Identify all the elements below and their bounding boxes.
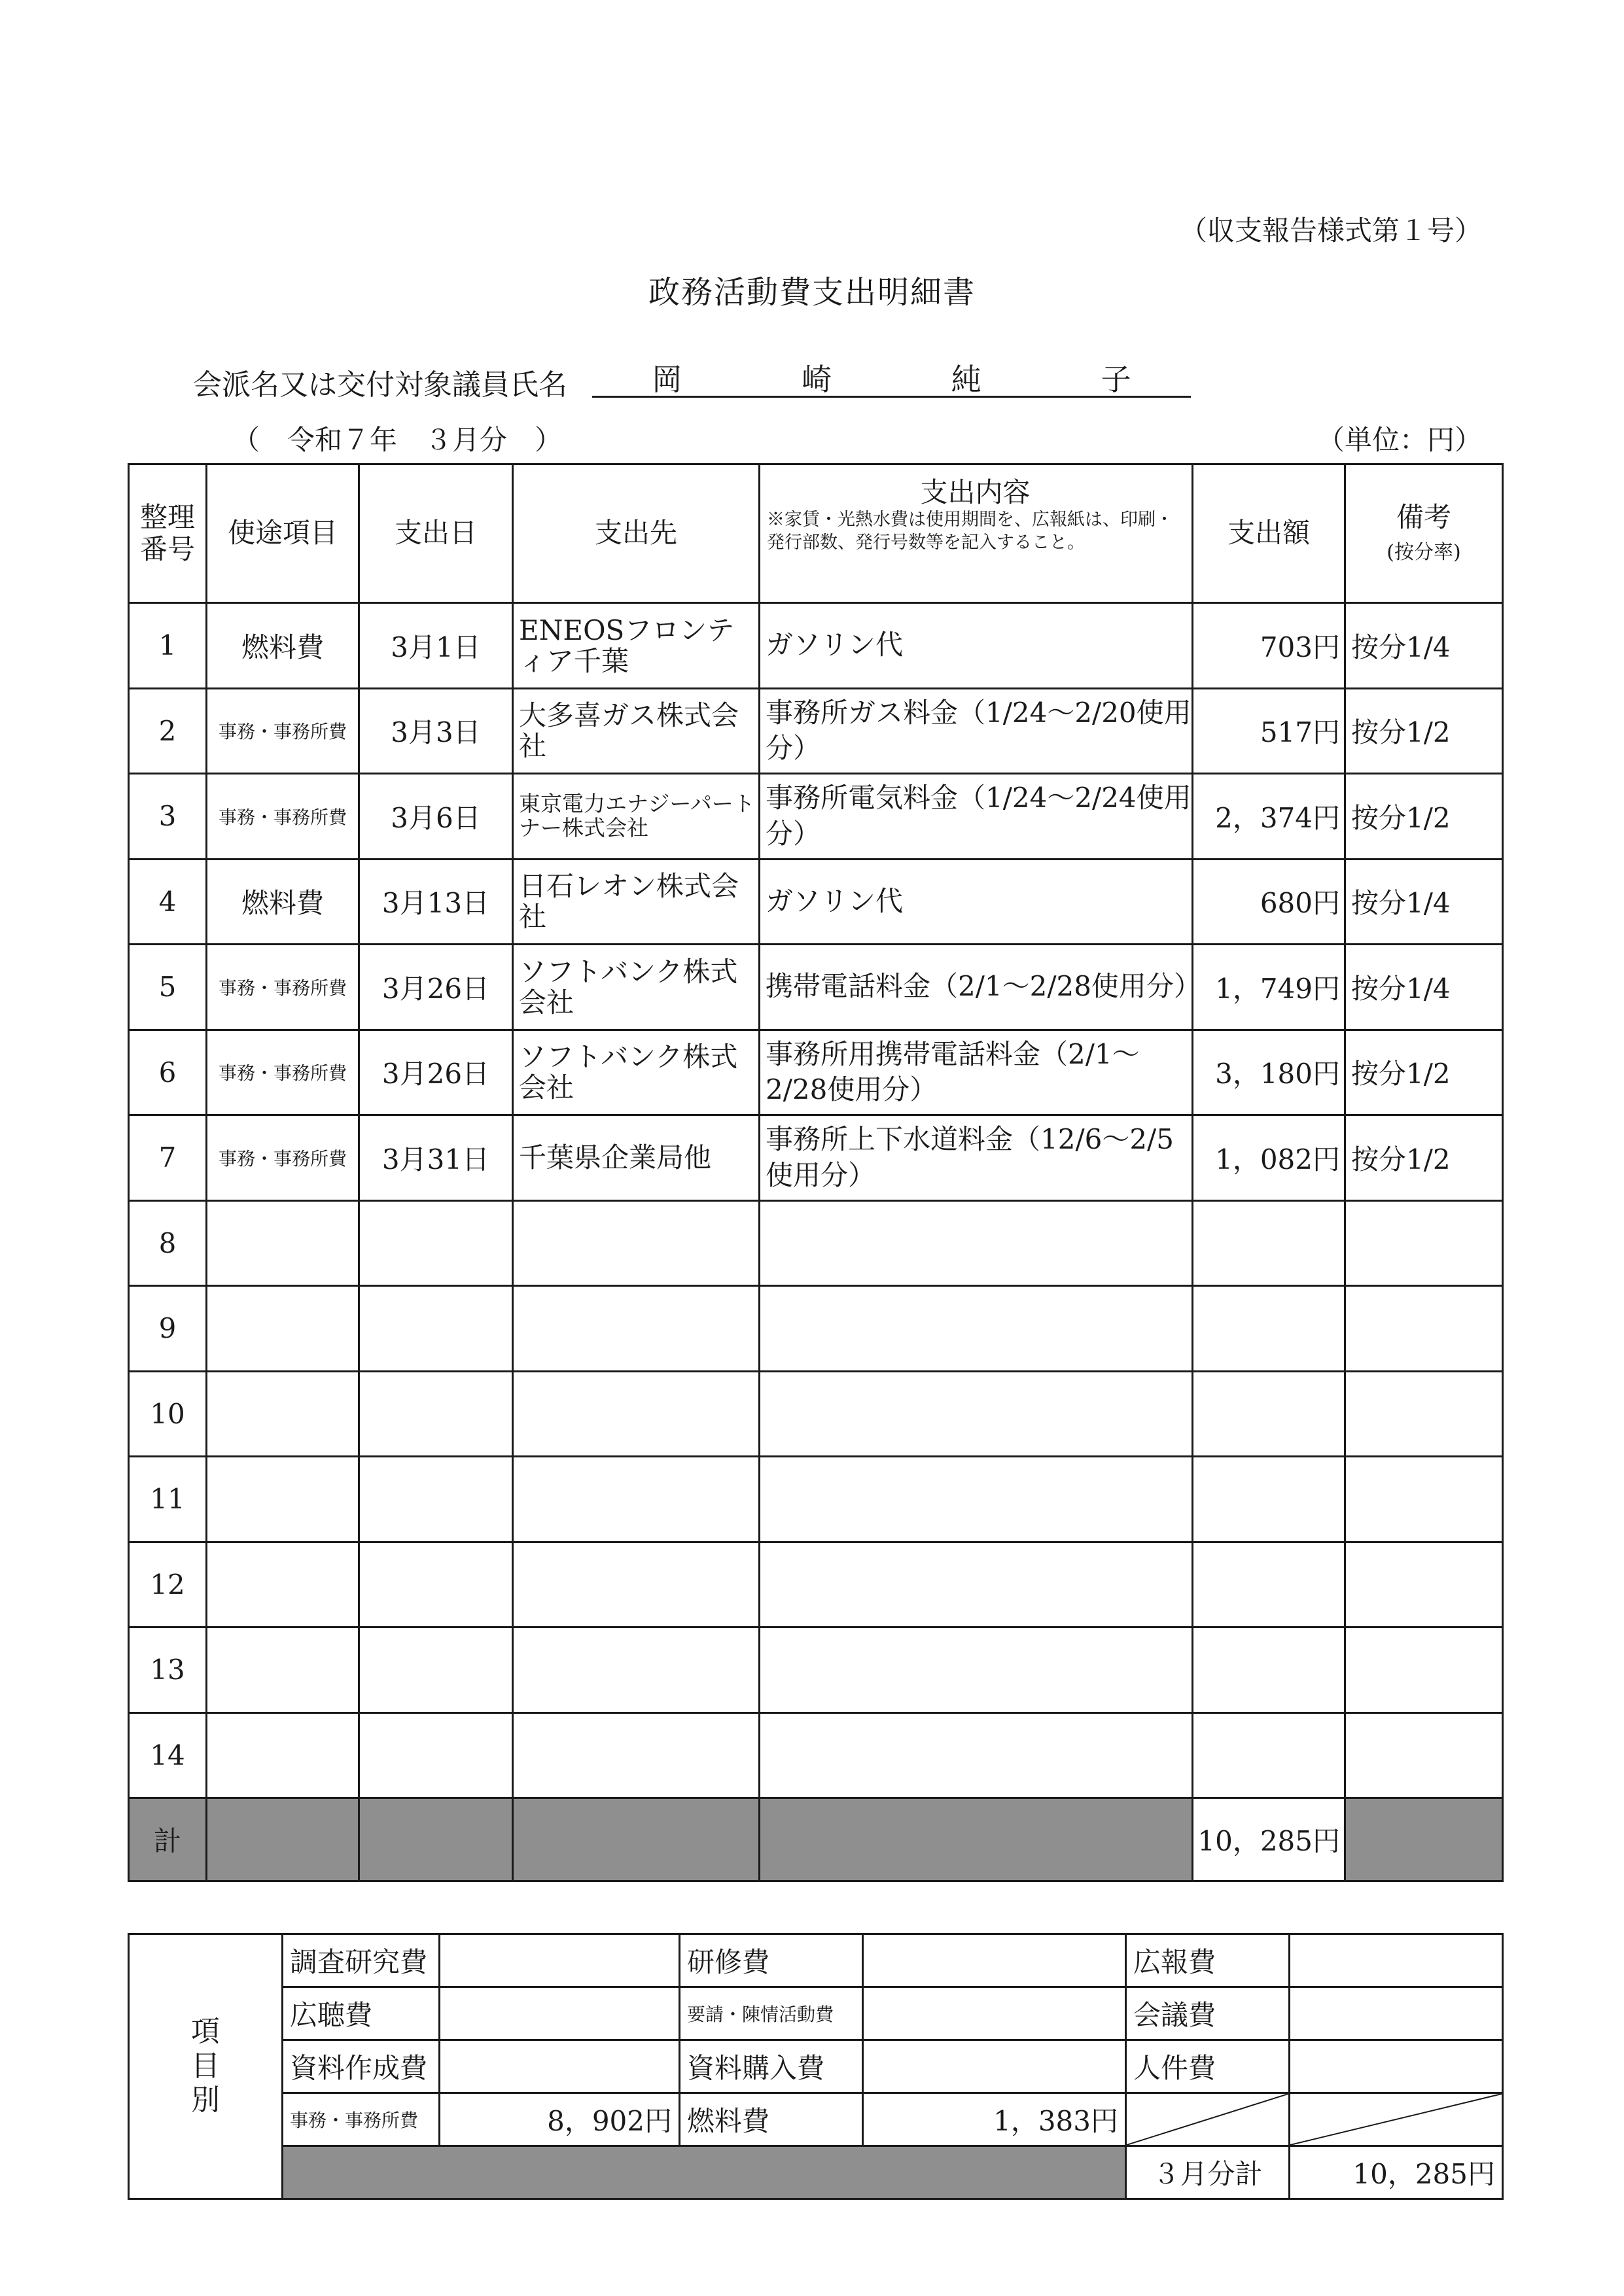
row-payee: ソフトバンク株式会社 xyxy=(513,1030,760,1115)
form-id: （収支報告様式第１号） xyxy=(1179,215,1482,247)
row-remark: 按分1/2 xyxy=(1345,774,1503,860)
row-number: 5 xyxy=(129,945,207,1030)
row-amount: 2，374円 xyxy=(1193,774,1345,860)
row-description xyxy=(760,1371,1193,1457)
summary-grey-filler xyxy=(283,2146,1126,2199)
diagonal-line xyxy=(1290,2094,1502,2145)
row-category xyxy=(207,1627,359,1713)
row-remark: 按分1/2 xyxy=(1345,1115,1503,1201)
row-amount xyxy=(1193,1713,1345,1798)
row-remark xyxy=(1345,1713,1503,1798)
row-date xyxy=(359,1286,513,1372)
summary-label-hearing: 広聴費 xyxy=(283,1987,440,2040)
summary-label-petition: 要請・陳情活動費 xyxy=(680,1987,863,2040)
row-number: 1 xyxy=(129,603,207,689)
row-description xyxy=(760,1457,1193,1542)
summary-label-fuel: 燃料費 xyxy=(680,2093,863,2146)
table-row xyxy=(129,1200,1503,1286)
total-filler xyxy=(760,1798,1193,1881)
total-filler xyxy=(207,1798,359,1881)
summary-row xyxy=(129,2093,1503,2146)
row-date: 3月3日 xyxy=(359,688,513,774)
row-date xyxy=(359,1457,513,1542)
table-row xyxy=(129,1030,1503,1115)
row-category xyxy=(207,1713,359,1798)
row-payee: 東京電力エナジーパートナー株式会社 xyxy=(513,774,760,860)
row-payee xyxy=(513,1713,760,1798)
row-payee xyxy=(513,1200,760,1286)
summary-month-total-value: 10，285円 xyxy=(1290,2146,1503,2199)
row-category: 事務・事務所費 xyxy=(207,1115,359,1201)
currency-unit: （単位：円） xyxy=(1316,424,1482,456)
name-char: 岡 xyxy=(652,361,682,397)
row-date: 3月13日 xyxy=(359,859,513,945)
total-filler xyxy=(359,1798,513,1881)
row-number: 2 xyxy=(129,688,207,774)
row-amount xyxy=(1193,1457,1345,1542)
name-label: 会派名又は交付対象議員氏名 xyxy=(193,368,567,402)
summary-label-materials-purchase: 資料購入費 xyxy=(680,2040,863,2093)
row-date xyxy=(359,1200,513,1286)
row-remark: 按分1/4 xyxy=(1345,945,1503,1030)
category-summary-table xyxy=(128,1933,1504,2200)
table-row xyxy=(129,1457,1503,1542)
summary-label-personnel: 人件費 xyxy=(1126,2040,1290,2093)
row-description: 携帯電話料金（2/1～2/28使用分） xyxy=(760,945,1193,1030)
summary-value-fuel: 1，383円 xyxy=(863,2093,1126,2146)
row-description: ガソリン代 xyxy=(760,859,1193,945)
summary-row xyxy=(129,2146,1503,2199)
name-char: 子 xyxy=(1101,361,1131,397)
row-remark xyxy=(1345,1542,1503,1627)
row-payee xyxy=(513,1627,760,1713)
row-amount xyxy=(1193,1286,1345,1372)
row-remark: 按分1/2 xyxy=(1345,1030,1503,1115)
expenditure-table xyxy=(128,463,1504,1882)
summary-value-pr xyxy=(1290,1934,1503,1987)
row-description: 事務所上下水道料金（12/6～2/5使用分） xyxy=(760,1115,1193,1201)
summary-blank-slash xyxy=(1290,2093,1503,2146)
row-amount xyxy=(1193,1371,1345,1457)
row-date xyxy=(359,1713,513,1798)
row-category xyxy=(207,1371,359,1457)
row-date: 3月31日 xyxy=(359,1115,513,1201)
row-category: 事務・事務所費 xyxy=(207,945,359,1030)
row-payee xyxy=(513,1542,760,1627)
row-category xyxy=(207,1542,359,1627)
table-row xyxy=(129,774,1503,860)
row-number: 6 xyxy=(129,1030,207,1115)
table-row xyxy=(129,859,1503,945)
summary-blank-slash xyxy=(1126,2093,1290,2146)
total-filler xyxy=(513,1798,760,1881)
row-description xyxy=(760,1713,1193,1798)
summary-label-materials-creation: 資料作成費 xyxy=(283,2040,440,2093)
summary-label-training: 研修費 xyxy=(680,1934,863,1987)
row-number: 8 xyxy=(129,1200,207,1286)
table-row xyxy=(129,1627,1503,1713)
row-number: 4 xyxy=(129,859,207,945)
row-number: 3 xyxy=(129,774,207,860)
row-remark xyxy=(1345,1200,1503,1286)
summary-value-personnel xyxy=(1290,2040,1503,2093)
row-remark: 按分1/2 xyxy=(1345,688,1503,774)
header-amount: 支出額 xyxy=(1193,464,1345,603)
row-amount xyxy=(1193,1542,1345,1627)
row-category xyxy=(207,1457,359,1542)
summary-row xyxy=(129,2040,1503,2093)
row-category xyxy=(207,1200,359,1286)
table-row xyxy=(129,1713,1503,1798)
row-remark xyxy=(1345,1286,1503,1372)
member-name xyxy=(592,358,1191,398)
summary-value-research xyxy=(440,1934,680,1987)
row-number: 10 xyxy=(129,1371,207,1457)
row-date: 3月26日 xyxy=(359,945,513,1030)
row-description: 事務所用携帯電話料金（2/1～2/28使用分） xyxy=(760,1030,1193,1115)
total-label: 計 xyxy=(129,1798,207,1881)
row-description xyxy=(760,1627,1193,1713)
row-number: 11 xyxy=(129,1457,207,1542)
row-date: 3月26日 xyxy=(359,1030,513,1115)
row-description: 事務所電気料金（1/24～2/24使用分） xyxy=(760,774,1193,860)
header-remark: 備考 (按分率) xyxy=(1345,464,1503,603)
row-number: 13 xyxy=(129,1627,207,1713)
header-content-note: ※家賃・光熱水費は使用期間を、広報紙は、印刷・発行部数、発行号数等を記入すること。 xyxy=(767,510,1173,553)
header-content xyxy=(760,464,1193,603)
row-amount: 703円 xyxy=(1193,603,1345,689)
row-category: 事務・事務所費 xyxy=(207,774,359,860)
summary-row xyxy=(129,1987,1503,2040)
summary-value-petition xyxy=(863,1987,1126,2040)
row-payee: ENEOSフロンティア千葉 xyxy=(513,603,760,689)
header-content-title: 支出内容 xyxy=(920,476,1031,508)
summary-label-meeting: 会議費 xyxy=(1126,1987,1290,2040)
row-remark xyxy=(1345,1627,1503,1713)
row-payee: 千葉県企業局他 xyxy=(513,1115,760,1201)
summary-side-label: 項目別 xyxy=(129,1934,283,2199)
total-amount: 10，285円 xyxy=(1193,1798,1345,1881)
summary-value-materials-creation xyxy=(440,2040,680,2093)
name-char: 崎 xyxy=(802,361,832,397)
row-description: 事務所ガス料金（1/24～2/20使用分） xyxy=(760,688,1193,774)
summary-month-total-label: ３月分計 xyxy=(1126,2146,1290,2199)
row-date: 3月6日 xyxy=(359,774,513,860)
row-description xyxy=(760,1542,1193,1627)
row-remark xyxy=(1345,1457,1503,1542)
row-date xyxy=(359,1627,513,1713)
table-row xyxy=(129,945,1503,1030)
row-amount xyxy=(1193,1200,1345,1286)
row-remark: 按分1/4 xyxy=(1345,859,1503,945)
row-amount: 1，082円 xyxy=(1193,1115,1345,1201)
row-number: 14 xyxy=(129,1713,207,1798)
header-category: 使途項目 xyxy=(207,464,359,603)
header-number: 整理 番号 xyxy=(129,464,207,603)
row-payee xyxy=(513,1286,760,1372)
table-header-row xyxy=(129,464,1503,603)
row-date: 3月1日 xyxy=(359,603,513,689)
summary-value-hearing xyxy=(440,1987,680,2040)
total-filler xyxy=(1345,1798,1503,1881)
row-category: 事務・事務所費 xyxy=(207,1030,359,1115)
summary-value-office: 8，902円 xyxy=(440,2093,680,2146)
row-amount: 517円 xyxy=(1193,688,1345,774)
name-char: 純 xyxy=(951,361,981,397)
row-payee: 日石レオン株式会社 xyxy=(513,859,760,945)
table-row xyxy=(129,1115,1503,1201)
row-amount: 1，749円 xyxy=(1193,945,1345,1030)
row-payee: 大多喜ガス株式会社 xyxy=(513,688,760,774)
table-row xyxy=(129,603,1503,689)
row-date xyxy=(359,1542,513,1627)
diagonal-line xyxy=(1127,2094,1288,2145)
row-number: 7 xyxy=(129,1115,207,1201)
summary-row xyxy=(129,1934,1503,1987)
row-category: 燃料費 xyxy=(207,859,359,945)
header-date: 支出日 xyxy=(359,464,513,603)
table-row xyxy=(129,688,1503,774)
row-category xyxy=(207,1286,359,1372)
document-title: 政務活動費支出明細書 xyxy=(648,274,976,311)
row-remark xyxy=(1345,1371,1503,1457)
row-remark: 按分1/4 xyxy=(1345,603,1503,689)
row-payee xyxy=(513,1371,760,1457)
row-number: 12 xyxy=(129,1542,207,1627)
summary-value-materials-purchase xyxy=(863,2040,1126,2093)
total-row xyxy=(129,1798,1503,1881)
row-amount xyxy=(1193,1627,1345,1713)
summary-value-training xyxy=(863,1934,1126,1987)
row-payee: ソフトバンク株式会社 xyxy=(513,945,760,1030)
header-payee: 支出先 xyxy=(513,464,760,603)
summary-value-meeting xyxy=(1290,1987,1503,2040)
table-row xyxy=(129,1542,1503,1627)
row-category: 事務・事務所費 xyxy=(207,688,359,774)
row-amount: 3，180円 xyxy=(1193,1030,1345,1115)
table-row xyxy=(129,1371,1503,1457)
summary-label-office: 事務・事務所費 xyxy=(283,2093,440,2146)
row-payee xyxy=(513,1457,760,1542)
row-description: ガソリン代 xyxy=(760,603,1193,689)
row-description xyxy=(760,1200,1193,1286)
row-description xyxy=(760,1286,1193,1372)
table-row xyxy=(129,1286,1503,1372)
row-date xyxy=(359,1371,513,1457)
row-category: 燃料費 xyxy=(207,603,359,689)
report-period: （ 令和７年 ３月分 ） xyxy=(232,424,563,456)
summary-label-research: 調査研究費 xyxy=(283,1934,440,1987)
row-amount: 680円 xyxy=(1193,859,1345,945)
row-number: 9 xyxy=(129,1286,207,1372)
summary-label-pr: 広報費 xyxy=(1126,1934,1290,1987)
